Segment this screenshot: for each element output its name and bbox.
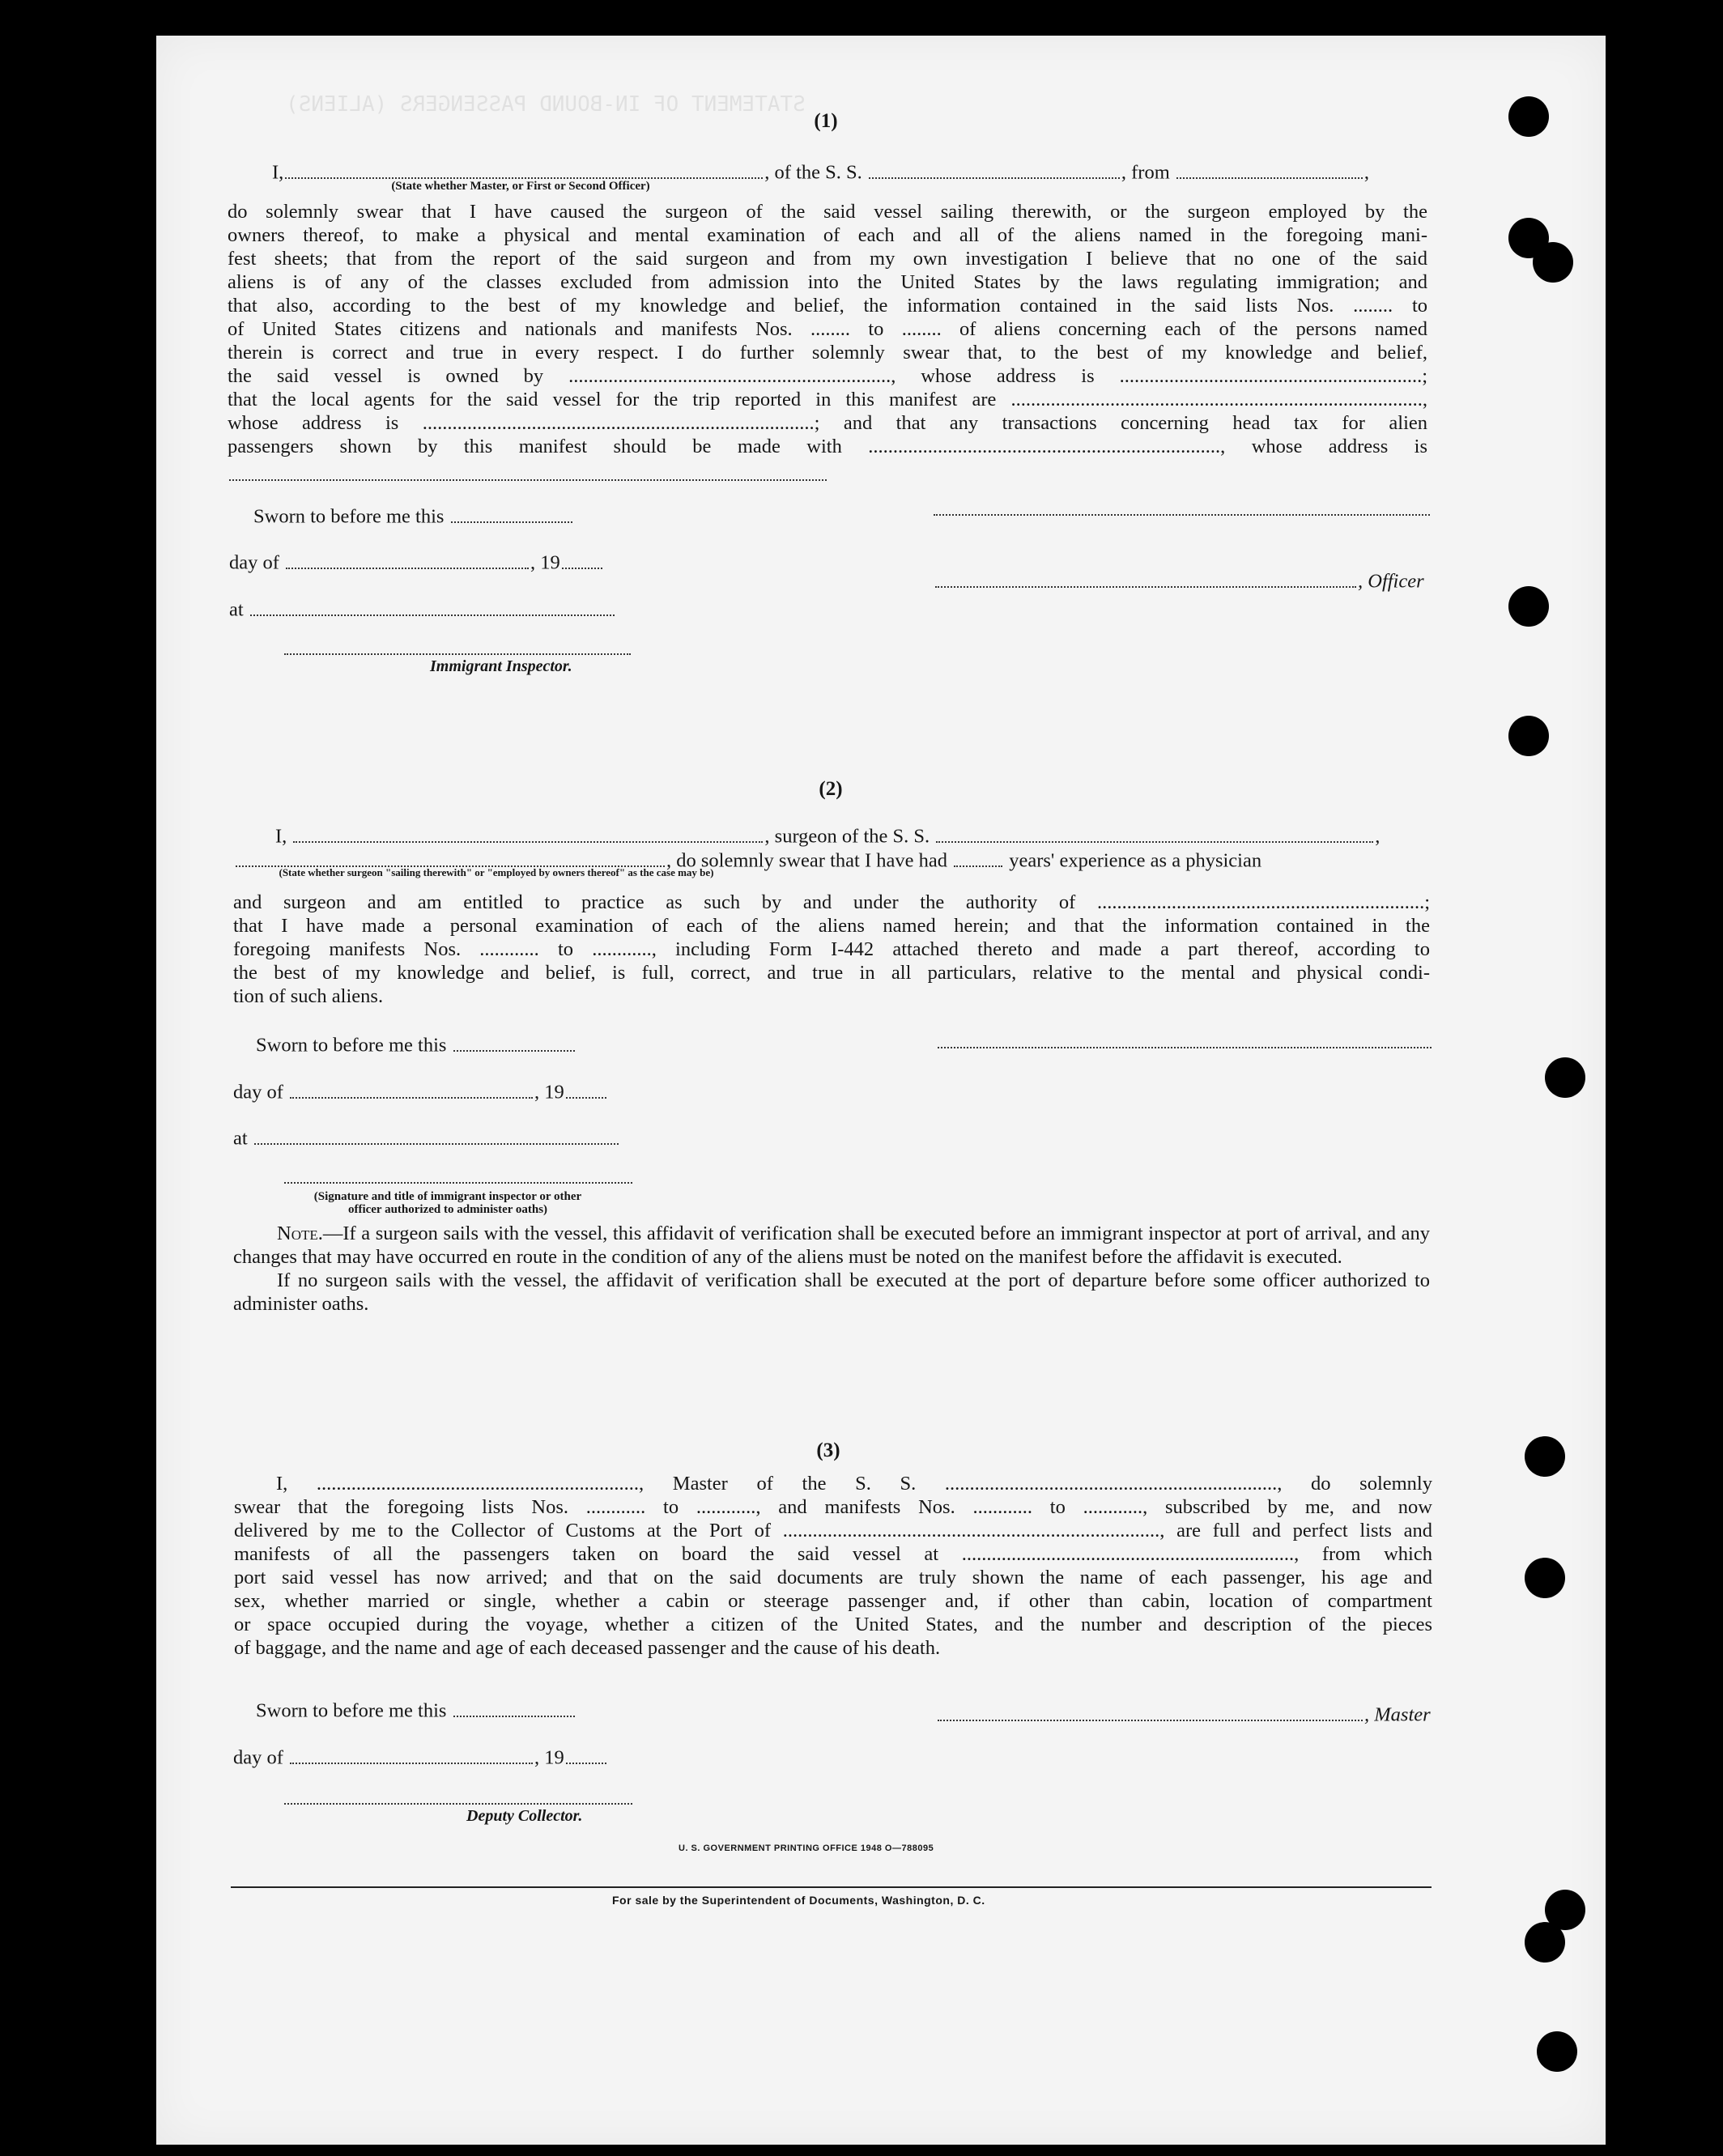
punch-hole — [1525, 1922, 1565, 1963]
punch-hole — [1537, 2031, 1577, 2072]
section-2-at-line: at — [233, 1123, 620, 1150]
section-1-at-line: at — [229, 594, 616, 622]
section-1-first-line: I, , of the S. S. , from , — [272, 157, 1369, 185]
sale-notice: For sale by the Superintendent of Documents, Washington, D. C. — [612, 1894, 985, 1907]
punch-hole — [1508, 586, 1549, 627]
section-3-heading: (3) — [816, 1439, 840, 1461]
master-label-line: , Master — [936, 1699, 1431, 1727]
section-1-oath-text: do solemnly swear that I have caused the surgeon of the said vessel sailing therewith, or the surgeon employed by the owners thereof, to make a physical and mental examination of each and all of the aliens named in the foregoing mani- fest sheets; that from the report of the said surgeon and from my own investigation I believe that no one of the said aliens is of any of the classes excluded from admission into the United States by the laws regulating immigration; and that also, according to the best of my knowledge and belief, the information contained in the said lists Nos. ........ to of United States citizens and nationals and manifests Nos. ........ to ........ of aliens concerning each of the persons named therein is correct and true in every respect. I do further solemnly swear that, to the best of my knowledge and belief, the said vessel is owned by ................................................................., whose address is .............................................................; that the local agents for the said vessel for the trip reported in this manifest are ..................................................................................., whose address is ...............................................................................; and that any transactions concerning head tax for alien passengers shown by this manifest should be made with ......................................................................., whose address is — [228, 201, 1427, 457]
section-1-sworn-line: Sworn to before me this — [253, 501, 574, 529]
officer-signature-line — [934, 514, 1430, 516]
address-blank — [229, 479, 827, 481]
collector-signature-line — [284, 1803, 632, 1805]
section-2-sworn-line: Sworn to before me this — [256, 1030, 576, 1057]
document-page — [156, 36, 1606, 2145]
officer-rank-caption: (State whether Master, or First or Second Officer) — [391, 180, 650, 193]
section-1-day-line: day of , 19 — [229, 547, 604, 575]
punch-hole — [1508, 716, 1549, 756]
section-3-oath-text: I, ................................................................., Master of the S. S. ..................................................................., do solemnly swear that the foregoing lists Nos. ............ to ............, and manifests Nos. ............ to ............, subscribed by me, and now delivered by me to the Collector of Customs at the Port of ............................................................................, are full and perfect lists and manifests of all the passengers taken on board the said vessel at ..................................................................., from which port said vessel has now arrived; and that on the said documents are truly shown the name of each passenger, his age and sex, whether married or single, whether a cabin or steerage passenger and, if other than cabin, location of compartment or space occupied during the voyage, whether a citizen of the United States, and the number and description of the pieces of baggage, and the name and age of each deceased passenger and the cause of his death. — [234, 1473, 1432, 1659]
verification-note: Note.—If a surgeon sails with the vessel, this affidavit of verification shall be executed before an immigrant inspector at port of arrival, and any changes that may have occurred en route in the condition of any of the aliens must be noted on the manifest before the affidavit is executed. If no surgeon sails with the vessel, the affidavit of verification shall be executed at the port of departure before some officer authorized to administer oaths. — [233, 1223, 1430, 1315]
punch-hole — [1508, 96, 1549, 137]
section-2-heading: (2) — [819, 778, 843, 800]
printing-office-imprint: U. S. GOVERNMENT PRINTING OFFICE 1948 O—788095 — [679, 1843, 934, 1853]
section-2-second-line: , do solemnly swear that I have had years' experience as a physician — [234, 845, 1261, 873]
surgeon-signature-line — [938, 1047, 1432, 1048]
deputy-collector-label: Deputy Collector. — [466, 1807, 583, 1825]
verifier-signature-line — [284, 1182, 632, 1184]
punch-hole — [1545, 1057, 1585, 1098]
immigrant-inspector-label: Immigrant Inspector. — [430, 657, 572, 675]
section-3-day-line: day of , 19 — [233, 1742, 608, 1770]
section-1-heading: (1) — [814, 110, 838, 132]
punch-hole — [1525, 1436, 1565, 1477]
verifier-caption: (Signature and title of immigrant inspector or other officer authorized to administer oaths) — [313, 1190, 582, 1216]
surgeon-status-caption: (State whether surgeon "sailing therewith" or "employed by owners thereof" as the case may be) — [279, 866, 714, 878]
footer-rule — [231, 1886, 1432, 1888]
inspector-signature-line — [284, 653, 631, 655]
bleed-through-text: STATEMENT OF IN-BOUND PASSENGERS (ALIENS) — [286, 92, 806, 117]
section-2-first-line: I, , surgeon of the S. S. , — [275, 821, 1380, 848]
punch-hole — [1525, 1558, 1565, 1598]
punch-hole — [1533, 242, 1573, 283]
section-2-oath-text: and surgeon and am entitled to practice as such by and under the authority of ..................................................................; that I have made a personal examination of each of the aliens named herein; and that the information contained in the foregoing manifests Nos. ............ to ............, including Form I-442 attached thereto and made a part thereof, according to the best of my knowledge and belief, is full, correct, and true in all particulars, relative to the mental and physical condi- tion of such aliens. — [233, 891, 1430, 1007]
section-2-day-line: day of , 19 — [233, 1077, 608, 1104]
officer-label-line: , Officer — [934, 566, 1424, 593]
section-3-sworn-line: Sworn to before me this — [256, 1695, 576, 1723]
